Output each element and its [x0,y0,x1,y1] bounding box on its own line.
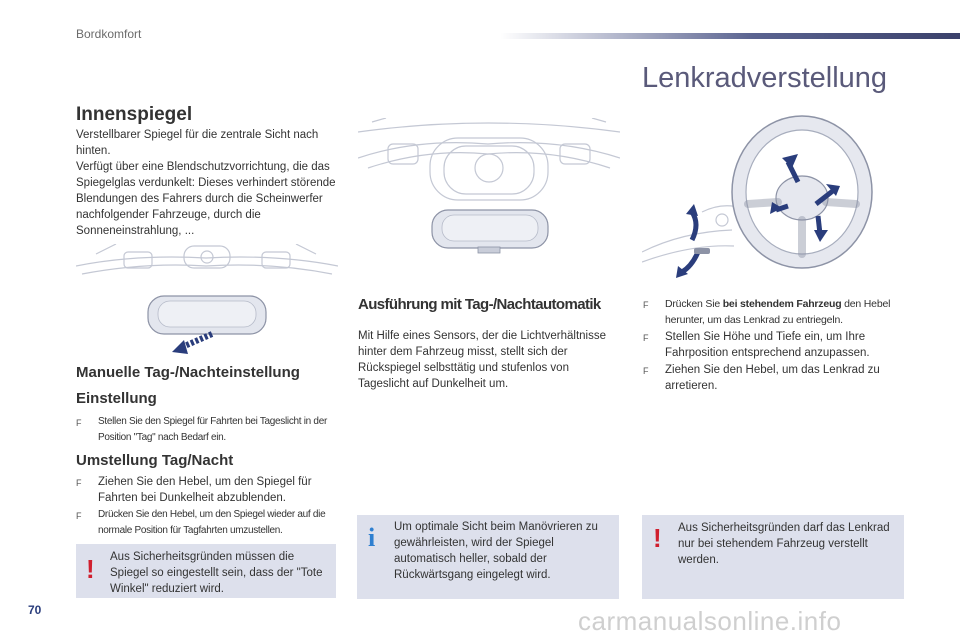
steering-bullet-2-text: Stellen Sie Höhe und Tiefe ein, um Ihre Fahrposition entsprechend anzupassen. [665,331,870,359]
innenspiegel-title: Innenspiegel [76,104,193,125]
page-title: Lenkradverstellung [642,62,888,94]
bullet-icon: F [643,366,649,376]
bullet-icon: F [643,300,649,310]
einstellung-bullet-text: Stellen Sie den Spiegel für Fahrten bei Tageslicht in der Position "Tag" nach Bedarf ein. [98,416,327,443]
warning-right-text: Aus Sicherheitsgründen darf das Lenkrad nur bei stehendem Fahrzeug verstellt werden. [678,522,890,566]
umstellung-list [76,474,338,540]
lever-up-down-icon [676,204,710,278]
steering-wheel-illustration [642,112,904,290]
section-label: Bordkomfort [76,27,142,41]
warning-box-right [642,515,904,599]
manual-title: Manuelle Tag-/Nachteinstellung [76,364,300,381]
watermark: carmanualsonline.info [578,606,842,636]
steering-list [643,296,905,395]
info-text: Um optimale Sicht beim Manövrieren zu gewährleisten, wird der Spiegel automatisch heller, sobald der Rückwärtsgang eingelegt wird. [394,521,598,581]
steering-bullet-2 [643,329,905,361]
info-box [357,515,619,599]
bullet-icon: F [76,418,82,428]
warning-box-left [76,544,336,598]
umstellung-bullet-2-text: Drücken Sie den Hebel, um den Spiegel wieder auf die normale Position für Tagfahrten umzustellen. [98,509,326,536]
einstellung-list [76,414,338,447]
lever-arrow-icon [172,334,212,354]
info-icon: i [368,523,376,552]
warning-icon: ! [653,523,662,553]
einstellung-bullet [76,414,338,446]
bullet-icon: F [76,478,82,488]
steering-bullet-1-pre: Drücken Sie [665,298,723,310]
innenspiegel-paragraph-2: Verfügt über eine Blendschutzvorrichtung, die das Spiegelglas verdunkelt: Dieses verhindert störende Blendungen des Fahrers durch die Scheinwerfer nachfolgender Fahrzeuge, durch die Sonneneinstrahlung, ... [76,161,336,237]
warning-left-text: Aus Sicherheitsgründen müssen die Spiegel so eingestellt sein, dass der "Tote Winkel" reduziert wird. [110,551,323,595]
umstellung-bullet-2 [76,507,338,539]
steering-bullet-1-bold: bei stehendem Fahrzeug [722,298,842,310]
innenspiegel-text [76,127,338,239]
header-bar [500,33,960,39]
innenspiegel-paragraph-1: Verstellbarer Spiegel für die zentrale Sicht nach hinten. [76,129,319,157]
page-number: 70 [28,603,42,617]
umstellung-title: Umstellung Tag/Nacht [76,452,234,469]
auto-rearview-mirror [432,210,548,253]
bullet-icon: F [643,333,649,343]
einstellung-title: Einstellung [76,390,157,407]
rearview-mirror [148,296,266,334]
steering-bullet-1-post: den Hebel herunter, um das Lenkrad zu entriegeln. [665,298,891,326]
warning-icon: ! [86,554,95,584]
bullet-icon: F [76,511,82,521]
steering-bullet-3 [643,362,905,394]
auto-title: Ausführung mit Tag-/Nachtautomatik [358,296,601,313]
auto-text: Mit Hilfe eines Sensors, der die Lichtverhältnisse hinter dem Fahrzeug misst, stellt sich der Rückspiegel selbsttätig und stufenlos von Tageslicht auf Dunkelheit um. [358,330,607,390]
umstellung-bullet-1 [76,474,338,506]
auto-mirror-illustration [358,118,620,258]
steering-bullet-1-text [665,296,905,328]
mirror-lever-illustration [76,244,338,360]
steering-bullet-3-text: Ziehen Sie den Hebel, um das Lenkrad zu arretieren. [665,364,880,392]
steering-wheel [732,116,872,268]
umstellung-bullet-1-text: Ziehen Sie den Hebel, um den Spiegel für Fahrten bei Dunkelheit abzublenden. [98,476,312,504]
steering-bullet-1 [643,296,905,328]
